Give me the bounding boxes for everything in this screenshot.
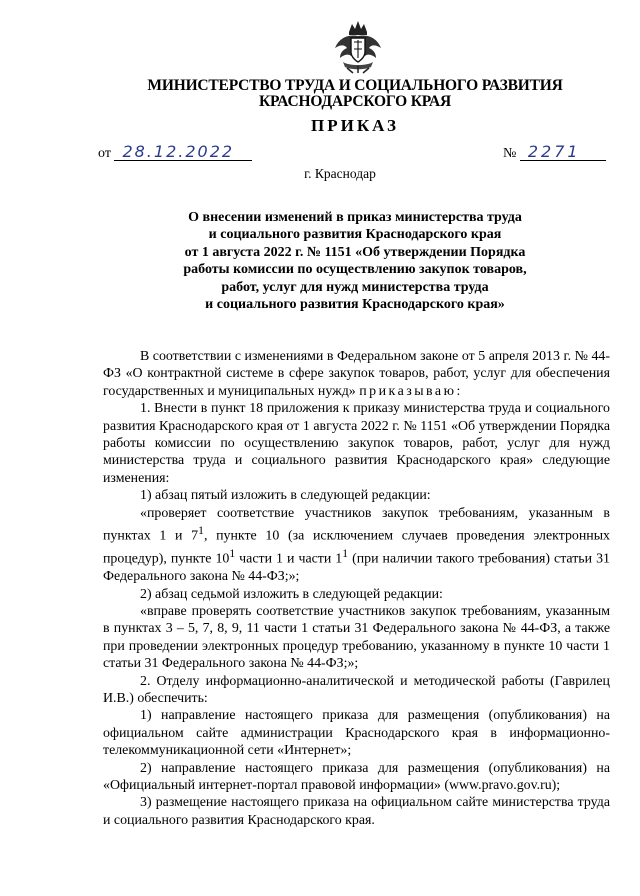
quote-text: (при наличии такого требования) статьи 31 Федерального закона № 44-ФЗ;»; bbox=[103, 551, 610, 585]
document-type: ПРИКАЗ bbox=[311, 116, 399, 135]
city-line: г. Краснодар bbox=[304, 166, 376, 181]
ministry-title bbox=[140, 78, 570, 110]
paragraph-quote-1 bbox=[103, 505, 610, 586]
subject-heading bbox=[150, 209, 560, 313]
subject-line: от 1 августа 2022 г. № 1151 «Об утверждении Порядка bbox=[184, 244, 526, 260]
paragraph-subitem-3: 1) направление настоящего приказа для размещения (опубликования) на официальном сайте администрации Краснодарского края в информационно-телекоммуникационной сети «Интернет»; bbox=[103, 708, 610, 759]
date-prefix: от bbox=[98, 146, 111, 161]
quote-text: «проверяет соответствие участников закупок требованиям, указанным в пунктах 1 и 7 bbox=[103, 505, 610, 544]
subject-line: О внесении изменений в приказ министерства труда bbox=[188, 210, 522, 225]
subject-line: и социального развития Краснодарского края bbox=[208, 227, 502, 243]
superscript: 1 bbox=[342, 547, 349, 561]
subject-line: работ, услуг для нужд министерства труда bbox=[221, 279, 489, 295]
paragraph-subitem-1: 1) абзац пятый изложить в следующей редакции: bbox=[140, 488, 431, 504]
subject-line: и социального развития Краснодарского края» bbox=[205, 297, 505, 313]
paragraph-preamble bbox=[103, 348, 610, 400]
subject-line: работы комиссии по осуществлению закупок товаров, bbox=[183, 262, 527, 278]
date-handwritten: 28.12.2022 bbox=[114, 144, 252, 161]
ministry-title-line1: МИНИСТЕРСТВО ТРУДА И СОЦИАЛЬНОГО РАЗВИТИЯ bbox=[147, 77, 563, 94]
superscript: 1 bbox=[198, 524, 204, 538]
paragraph-item-2: 2. Отделу информационно-аналитической и методической работы (Гаврилец И.В.) обеспечить: bbox=[103, 673, 610, 706]
paragraph-subitem-2: 2) абзац седьмой изложить в следующей редакции: bbox=[140, 586, 443, 602]
number-prefix: № bbox=[503, 146, 517, 161]
order-word: приказываю: bbox=[359, 383, 463, 399]
paragraph-subitem-4: 2) направление настоящего приказа для размещения (опубликования) на «Официальный интернет-портал правовой информации» (www.pravo.gov.ru); bbox=[103, 760, 610, 793]
quote-text: части 1 и части 1 bbox=[235, 551, 343, 567]
paragraph-item-1: 1. Внести в пункт 18 приложения к приказу министерства труда и социального развития Краснодарского края от 1 августа 2022 г. № 1151 «Об утверждении Порядка работы комиссии по осуществлению закупок товаров, работ, услуг для нужд министерства труда и социального развития Краснодарского края» следующие изменения: bbox=[103, 401, 610, 486]
number-line bbox=[503, 144, 606, 162]
quote-text: , пункте 10 (за исключением случаев проведения электронных процедур), пункте 10 bbox=[103, 528, 610, 567]
paragraph-subitem-5: 3) размещение настоящего приказа на официальном сайте министерства труда и социального развития Краснодарского края. bbox=[103, 795, 610, 828]
number-handwritten: 2271 bbox=[520, 144, 606, 161]
ministry-title-line2: КРАСНОДАРСКОГО КРАЯ bbox=[258, 93, 452, 110]
paragraph-quote-2: «вправе проверять соответствие участников закупок требованиям, указанным в пунктах 3 – 5, 7, 8, 9, 11 части 1 статьи 31 Федерального закона № 44-ФЗ, а также при проведении электронных процедур требованию, указанному в пункте 10 части 1 статьи 31 Федерального закона № 44-ФЗ;»; bbox=[103, 603, 610, 672]
document-body bbox=[103, 348, 610, 829]
superscript: 1 bbox=[229, 547, 236, 561]
preamble-text: В соответствии с изменениями в Федеральном законе от 5 апреля 2013 г. № 44-ФЗ «О контрактной системе в сфере закупок товаров, работ, услуг для обеспечения государственных и муниципальных нужд» bbox=[103, 349, 610, 399]
date-line bbox=[98, 144, 252, 162]
coat-of-arms-icon bbox=[333, 18, 383, 74]
